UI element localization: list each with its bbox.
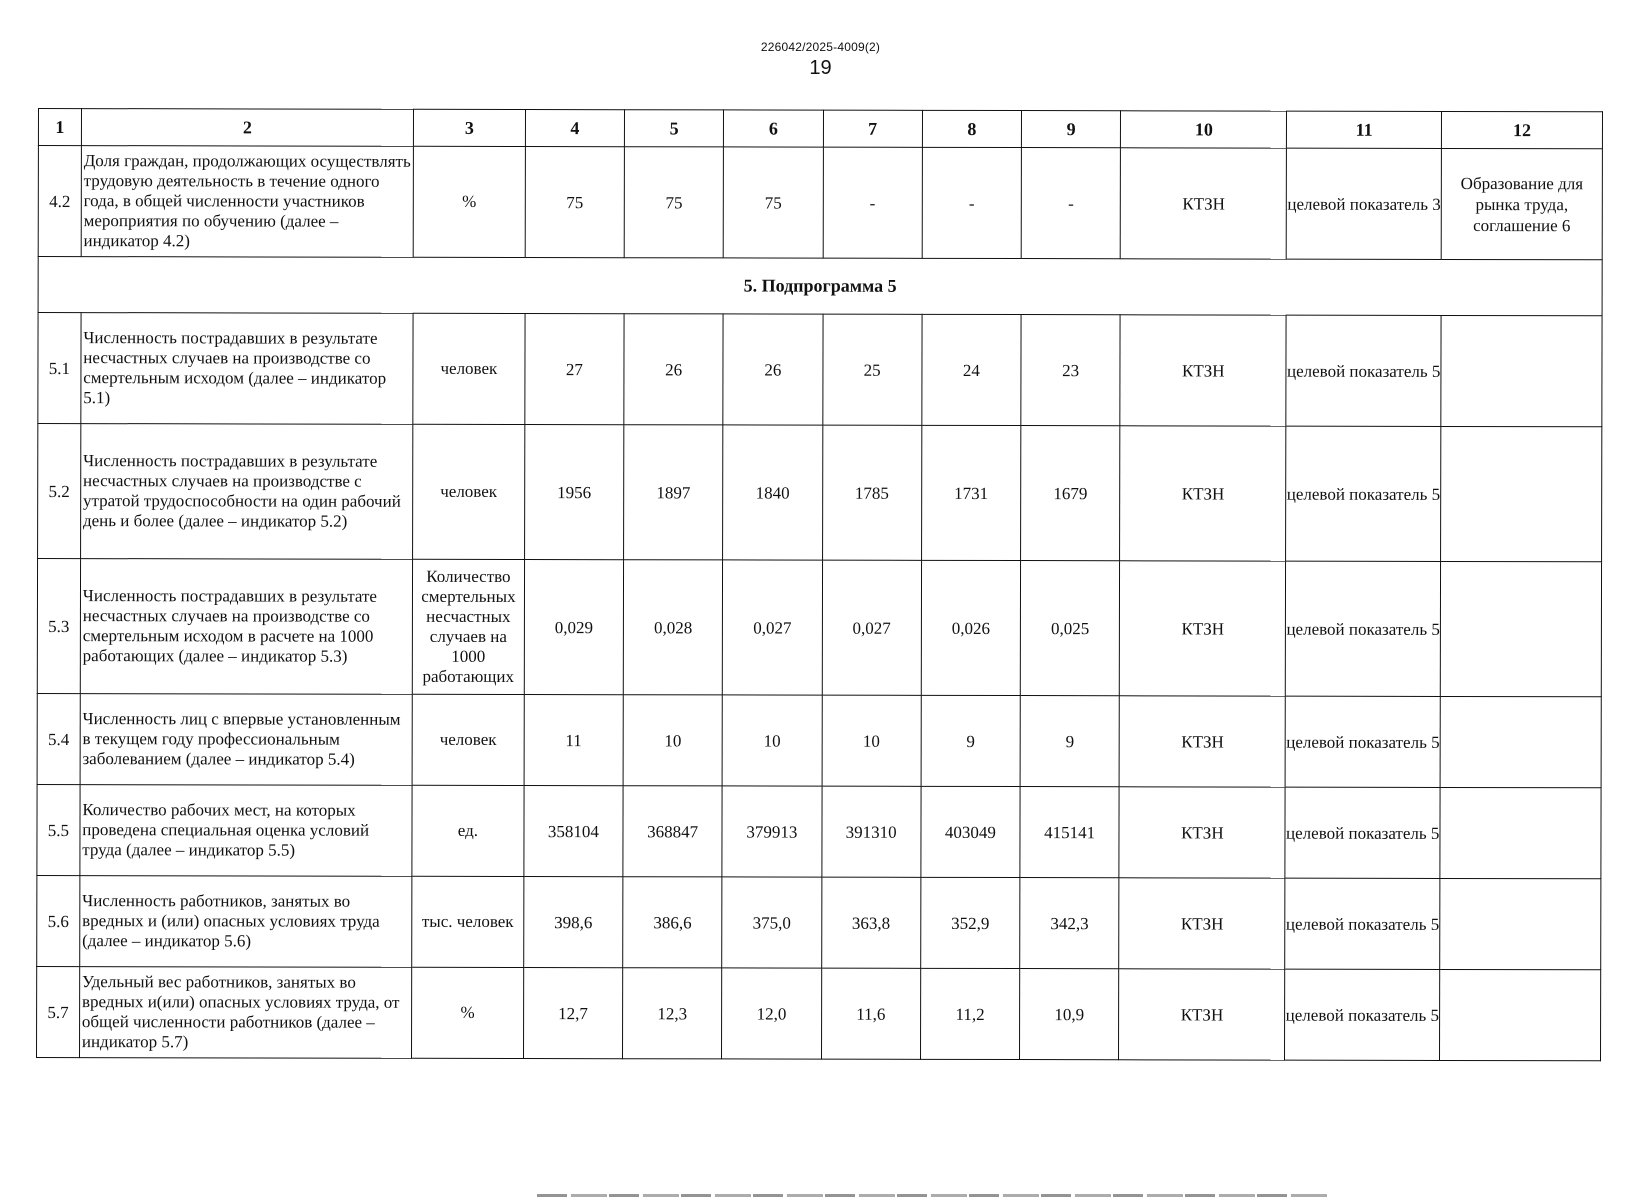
column-header: 1 <box>38 109 81 146</box>
indicator-value: 11 <box>524 695 623 786</box>
indicator-value: 403049 <box>921 786 1020 877</box>
indicator-name: Численность лиц с впервые установленным в текущем году профессиональным заболеванием (далее – индикатор 5.4) <box>80 694 412 786</box>
indicator-unit: человек <box>413 424 525 559</box>
indicator-value: 352,9 <box>921 877 1020 968</box>
indicator-unit: % <box>413 146 525 257</box>
indicator-number: 5.2 <box>38 424 81 559</box>
indicator-value: 1840 <box>723 425 823 560</box>
indicator-note <box>1441 315 1602 426</box>
table-row <box>37 784 1601 878</box>
indicator-value: 0,027 <box>822 560 922 695</box>
indicator-unit: ед. <box>412 785 524 876</box>
indicator-unit: человек <box>413 313 525 424</box>
column-header: 7 <box>823 110 922 147</box>
indicator-value: - <box>823 147 922 258</box>
responsible-executor: КТЗН <box>1121 148 1287 259</box>
indicator-unit: тыс. человек <box>412 876 524 967</box>
indicator-value: 375,0 <box>722 877 821 968</box>
responsible-executor: КТЗН <box>1119 878 1285 969</box>
column-header: 6 <box>724 110 823 147</box>
indicator-name: Количество рабочих мест, на которых проведена специальная оценка условий труда (далее – индикатор 5.5) <box>80 785 412 877</box>
table-row <box>38 313 1602 427</box>
target-indicator: целевой показатель 5 <box>1286 315 1441 426</box>
indicator-name: Численность пострадавших в результате несчастных случаев на производстве с утратой трудоспособности на один рабочий день и более (далее – индикатор 5.2) <box>80 424 413 560</box>
indicator-unit: % <box>412 967 524 1058</box>
target-indicator: целевой показатель 3 <box>1287 148 1442 259</box>
column-header: 8 <box>922 110 1021 147</box>
column-header: 5 <box>624 110 723 147</box>
document-registration-code: 226042/2025-4009(2) <box>760 40 881 54</box>
indicator-value: 26 <box>723 314 822 425</box>
section-title: 5. Подпрограмма 5 <box>38 257 1602 316</box>
column-header: 9 <box>1021 111 1120 148</box>
column-header: 12 <box>1441 111 1602 148</box>
table-row <box>37 559 1601 697</box>
indicator-value: 10 <box>822 695 921 786</box>
indicator-note <box>1440 787 1601 878</box>
indicator-unit: Количество смертельных несчастных случаев на 1000 работающих <box>412 559 524 694</box>
scan-edge-artifact <box>537 1194 1329 1197</box>
column-header: 4 <box>525 110 624 147</box>
indicator-value: 12,0 <box>722 968 821 1059</box>
indicator-value: 12,7 <box>523 968 622 1059</box>
indicator-value: 9 <box>921 695 1020 786</box>
responsible-executor: КТЗН <box>1120 426 1286 561</box>
indicator-value: 1897 <box>624 425 724 560</box>
indicator-value: 415141 <box>1020 787 1119 878</box>
target-indicator: целевой показатель 5 <box>1285 787 1440 878</box>
indicator-value: 24 <box>922 314 1021 425</box>
indicator-value: 368847 <box>623 786 722 877</box>
responsible-executor: КТЗН <box>1120 561 1286 696</box>
indicator-note <box>1440 878 1601 969</box>
indicator-number: 5.1 <box>38 313 81 424</box>
indicator-value: 0,027 <box>723 560 823 695</box>
responsible-executor: КТЗН <box>1119 696 1285 787</box>
indicator-value: 10 <box>623 695 722 786</box>
indicator-value: 10 <box>722 695 821 786</box>
indicator-value: 75 <box>624 147 723 258</box>
responsible-executor: КТЗН <box>1119 969 1285 1060</box>
indicator-value: 27 <box>525 314 624 425</box>
indicator-value: 1731 <box>921 425 1021 560</box>
indicator-name: Численность работников, занятых во вредных и (или) опасных условиях труда (далее – индикатор 5.6) <box>80 876 412 968</box>
indicator-name: Удельный вес работников, занятых во вредных и(или) опасных условиях труда, от общей численности работников (далее – индикатор 5.7) <box>79 967 411 1059</box>
indicator-value: 75 <box>525 147 624 258</box>
indicator-number: 5.5 <box>37 784 80 875</box>
responsible-executor: КТЗН <box>1119 787 1285 878</box>
indicator-number: 5.7 <box>37 966 80 1057</box>
target-indicator: целевой показатель 5 <box>1285 878 1440 969</box>
indicator-value: 10,9 <box>1020 969 1119 1060</box>
indicator-value: 9 <box>1020 696 1119 787</box>
indicator-value: 0,029 <box>524 560 624 695</box>
indicator-unit: человек <box>412 694 524 785</box>
column-header: 10 <box>1121 111 1287 148</box>
table-row <box>37 875 1601 969</box>
target-indicator: целевой показатель 5 <box>1286 696 1441 787</box>
target-indicator: целевой показатель 5 <box>1285 969 1440 1060</box>
indicator-name: Численность пострадавших в результате несчастных случаев на производстве со смертельным исходом (далее – индикатор 5.1) <box>81 313 413 425</box>
section-row <box>38 257 1602 316</box>
indicator-value: 25 <box>822 314 921 425</box>
column-header: 3 <box>413 109 525 146</box>
indicator-value: - <box>922 147 1021 258</box>
table-row <box>37 693 1601 787</box>
indicator-value: 75 <box>724 147 823 258</box>
target-indicator: целевой показатель 5 <box>1286 561 1441 696</box>
indicator-value: 0,026 <box>921 560 1021 695</box>
indicator-note <box>1441 426 1602 561</box>
indicators-table <box>36 108 1603 1061</box>
indicator-note <box>1440 561 1601 696</box>
target-indicator: целевой показатель 5 <box>1286 426 1441 561</box>
indicator-value: 398,6 <box>524 877 623 968</box>
indicator-note <box>1440 696 1601 787</box>
table-row <box>38 146 1602 260</box>
indicator-name: Численность пострадавших в результате несчастных случаев на производстве со смертельным исходом в расчете на 1000 работающих (далее – индикатор 5.3) <box>80 559 413 695</box>
table-row <box>37 966 1601 1060</box>
indicator-value: 1679 <box>1021 426 1121 561</box>
indicator-value: 0,028 <box>623 560 723 695</box>
indicator-value: 363,8 <box>821 877 920 968</box>
indicator-value: - <box>1021 148 1120 259</box>
indicator-number: 5.4 <box>37 693 80 784</box>
indicator-value: 0,025 <box>1020 561 1120 696</box>
indicator-value: 391310 <box>821 786 920 877</box>
indicator-value: 23 <box>1021 315 1120 426</box>
indicator-name: Доля граждан, продолжающих осуществлять трудовую деятельность в течение одного года, в общей численности участников мероприятия по обучению (далее – индикатор 4.2) <box>81 146 413 258</box>
column-header-row <box>38 109 1602 149</box>
indicator-number: 5.3 <box>37 559 80 694</box>
indicator-value: 1956 <box>524 425 624 560</box>
table-row <box>38 424 1602 562</box>
indicator-value: 386,6 <box>623 877 722 968</box>
column-header: 11 <box>1287 111 1442 148</box>
indicator-value: 12,3 <box>623 968 722 1059</box>
indicator-value: 379913 <box>722 786 821 877</box>
page-number: 19 <box>809 57 832 79</box>
indicator-number: 4.2 <box>38 146 81 257</box>
responsible-executor: КТЗН <box>1120 315 1286 426</box>
indicator-value: 1785 <box>822 425 922 560</box>
indicator-note <box>1440 969 1601 1060</box>
indicator-value: 11,6 <box>821 968 920 1059</box>
indicator-value: 11,2 <box>920 968 1019 1059</box>
indicator-value: 26 <box>624 314 723 425</box>
indicator-value: 342,3 <box>1020 878 1119 969</box>
indicator-number: 5.6 <box>37 875 80 966</box>
indicator-value: 358104 <box>524 786 623 877</box>
indicator-note: Образование для рынка труда, соглашение 6 <box>1441 148 1602 259</box>
column-header: 2 <box>81 109 413 147</box>
